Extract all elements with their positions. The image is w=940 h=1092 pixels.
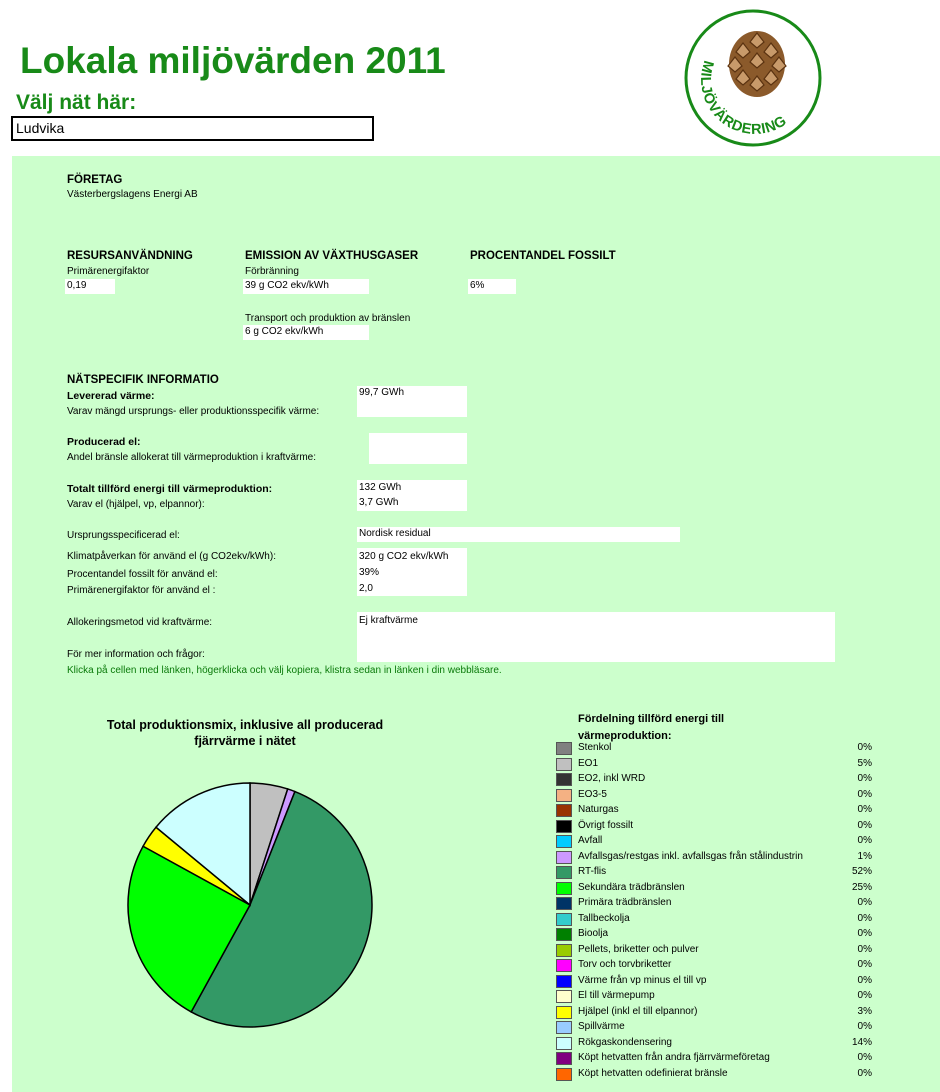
resource-heading: RESURSANVÄNDNING [67, 250, 193, 262]
legend-swatch [556, 959, 572, 972]
legend-item [556, 819, 876, 835]
combustion-label: Förbränning [245, 266, 299, 277]
fuel-allocation-label: Andel bränsle allokerat till värmeproduktion i kraftvärme: [67, 452, 316, 463]
legend-swatch [556, 773, 572, 786]
fossil-heading: PROCENTANDEL FOSSILT [470, 250, 616, 262]
delivered-heat-label: Levererad värme: [67, 390, 155, 402]
company-heading: FÖRETAG [67, 174, 123, 186]
legend-swatch [556, 866, 572, 879]
legend-swatch [556, 758, 572, 771]
legend-item [556, 1067, 876, 1083]
legend [556, 741, 876, 1082]
legend-label: Naturgas [578, 804, 619, 815]
legend-percentage: 0% [857, 974, 872, 986]
legend-swatch [556, 913, 572, 926]
legend-swatch [556, 944, 572, 957]
chart-title: Total produktionsmix, inklusive all producerad fjärrvärme i nätet [106, 718, 384, 748]
climate-impact-label: Klimatpåverkan för använd el (g CO2ekv/kWh): [67, 551, 276, 562]
legend-item [556, 1036, 876, 1052]
legend-percentage: 52% [851, 866, 872, 877]
legend-swatch [556, 975, 572, 988]
legend-percentage: 25% [851, 881, 872, 893]
legend-label: Bioolja [578, 928, 609, 939]
legend-percentage: 0% [857, 943, 872, 955]
legend-item [556, 958, 876, 974]
legend-item [556, 865, 876, 881]
legend-percentage: 0% [857, 835, 872, 846]
legend-item [556, 912, 876, 928]
legend-label: EO2, inkl WRD [578, 773, 646, 784]
legend-item [556, 757, 876, 773]
legend-item [556, 1020, 876, 1036]
logo-text: MILJÖVÄRDERING [697, 58, 790, 139]
primary-energy-label: Primärenergifaktor [67, 266, 150, 277]
legend-label: Rökgaskondensering [578, 1036, 672, 1048]
transport-label: Transport och produktion av bränslen [245, 313, 411, 324]
legend-label: Övrigt fossilt [578, 819, 634, 831]
legend-item [556, 803, 876, 819]
legend-percentage: 0% [857, 788, 872, 800]
legend-percentage: 5% [857, 757, 872, 769]
legend-swatch [556, 820, 572, 833]
legend-percentage: 0% [857, 819, 872, 831]
legend-label: Spillvärme [578, 1021, 625, 1032]
legend-percentage: 1% [857, 850, 872, 862]
alloc-method-value[interactable]: Ej kraftvärme [357, 612, 835, 662]
legend-label: Värme från vp minus el till vp [578, 974, 707, 986]
total-supplied-value: 132 GWh [359, 482, 402, 493]
legend-percentage: 0% [857, 1021, 872, 1032]
legend-item [556, 772, 876, 788]
legend-swatch [556, 928, 572, 941]
legend-percentage: 0% [857, 804, 872, 815]
legend-percentage: 0% [857, 1067, 872, 1079]
legend-swatch [556, 882, 572, 895]
legend-item [556, 1051, 876, 1067]
total-supplied-label: Totalt tillförd energi till värmeproduktion: [67, 483, 273, 495]
company-name: Västerbergslagens Energi AB [67, 189, 198, 200]
legend-percentage: 0% [857, 928, 872, 939]
legend-item [556, 1005, 876, 1021]
legend-label: Pellets, briketter och pulver [578, 943, 699, 955]
climate-impact-value: 320 g CO2 ekv/kWh [359, 551, 449, 562]
legend-percentage: 0% [857, 1052, 872, 1063]
legend-swatch [556, 1021, 572, 1034]
legend-percentage: 14% [851, 1036, 872, 1048]
production-mix-pie-chart [120, 775, 380, 1035]
produced-el-label: Producerad el: [67, 436, 141, 448]
legend-swatch [556, 897, 572, 910]
legend-label: RT-flis [578, 866, 607, 877]
legend-label: Köpt hetvatten odefinierat bränsle [578, 1067, 728, 1079]
legend-swatch [556, 789, 572, 802]
legend-swatch [556, 1052, 572, 1065]
legend-item [556, 788, 876, 804]
more-info-label: För mer information och frågor: [67, 649, 205, 660]
legend-swatch [556, 851, 572, 864]
emission-heading: EMISSION AV VÄXTHUSGASER [245, 250, 419, 262]
legend-label: EO1 [578, 757, 599, 769]
produced-el-value[interactable] [369, 433, 467, 464]
delivered-heat-value[interactable]: 99,7 GWh [357, 386, 467, 417]
legend-swatch [556, 804, 572, 817]
legend-item [556, 943, 876, 959]
net-select-label: Välj nät här: [16, 91, 137, 114]
primary-energy-value[interactable]: 0,19 [65, 279, 115, 294]
legend-label: Sekundära trädbränslen [578, 881, 685, 893]
legend-label: EO3-5 [578, 788, 607, 800]
legend-item [556, 989, 876, 1005]
legend-label: Avfallsgas/restgas inkl. avfallsgas från stålindustrin [578, 850, 803, 862]
legend-label: Köpt hetvatten från andra fjärrvärmeföretag [578, 1052, 770, 1063]
el-share-value: 3,7 GWh [359, 496, 399, 508]
fossil-el-label: Procentandel fossilt för använd el: [67, 569, 218, 580]
origin-el-value[interactable]: Nordisk residual [357, 527, 680, 542]
legend-swatch [556, 1037, 572, 1050]
legend-percentage: 0% [857, 912, 872, 924]
net-info-heading: NÄTSPECIFIK INFORMATIO [67, 374, 219, 386]
fossil-value[interactable]: 6% [468, 279, 516, 294]
el-share-label: Varav el (hjälpel, vp, elpannor): [67, 499, 205, 510]
transport-value[interactable]: 6 g CO2 ekv/kWh [243, 325, 369, 340]
legend-item [556, 881, 876, 897]
legend-percentage: 0% [857, 897, 872, 908]
legend-label: Avfall [578, 835, 603, 846]
legend-label: Primära trädbränslen [578, 897, 672, 908]
legend-item [556, 974, 876, 990]
legend-title: Fördelning tillförd energi till värmeproduktion: [578, 713, 725, 742]
legend-item [556, 834, 876, 850]
page-title: Lokala miljövärden 2011 [20, 40, 446, 81]
legend-swatch [556, 990, 572, 1003]
primary-el-value: 2,0 [359, 583, 373, 594]
link-instructions: Klicka på cellen med länken, högerklicka och välj kopiera, klistra sedan in länken i din webbläsare. [67, 665, 502, 676]
legend-label: Stenkol [578, 742, 612, 753]
legend-item [556, 927, 876, 943]
legend-item [556, 741, 876, 757]
legend-swatch [556, 742, 572, 755]
legend-percentage: 0% [857, 742, 872, 753]
legend-percentage: 3% [857, 1005, 872, 1017]
legend-label: Tallbeckolja [578, 912, 630, 924]
legend-label: Hjälpel (inkl el till elpannor) [578, 1005, 698, 1017]
total-supplied-values[interactable] [357, 480, 467, 511]
miljovardering-logo [683, 8, 823, 148]
origin-heat-label: Varav mängd ursprungs- eller produktionsspecifik värme: [67, 406, 320, 417]
origin-el-label: Ursprungsspecificerad el: [67, 530, 180, 541]
el-values[interactable] [357, 548, 467, 596]
alloc-method-label: Allokeringsmetod vid kraftvärme: [67, 617, 213, 628]
legend-percentage: 0% [857, 990, 872, 1001]
fossil-el-value: 39% [359, 567, 380, 578]
legend-label: El till värmepump [578, 990, 655, 1001]
legend-swatch [556, 1006, 572, 1019]
legend-label: Torv och torvbriketter [578, 959, 672, 970]
net-select[interactable]: Ludvika [11, 116, 374, 141]
legend-item [556, 896, 876, 912]
legend-swatch [556, 1068, 572, 1081]
legend-percentage: 0% [857, 959, 872, 970]
primary-el-label: Primärenergifaktor för använd el : [67, 585, 216, 596]
combustion-value[interactable]: 39 g CO2 ekv/kWh [243, 279, 369, 294]
legend-percentage: 0% [857, 773, 872, 784]
legend-swatch [556, 835, 572, 848]
legend-item [556, 850, 876, 866]
